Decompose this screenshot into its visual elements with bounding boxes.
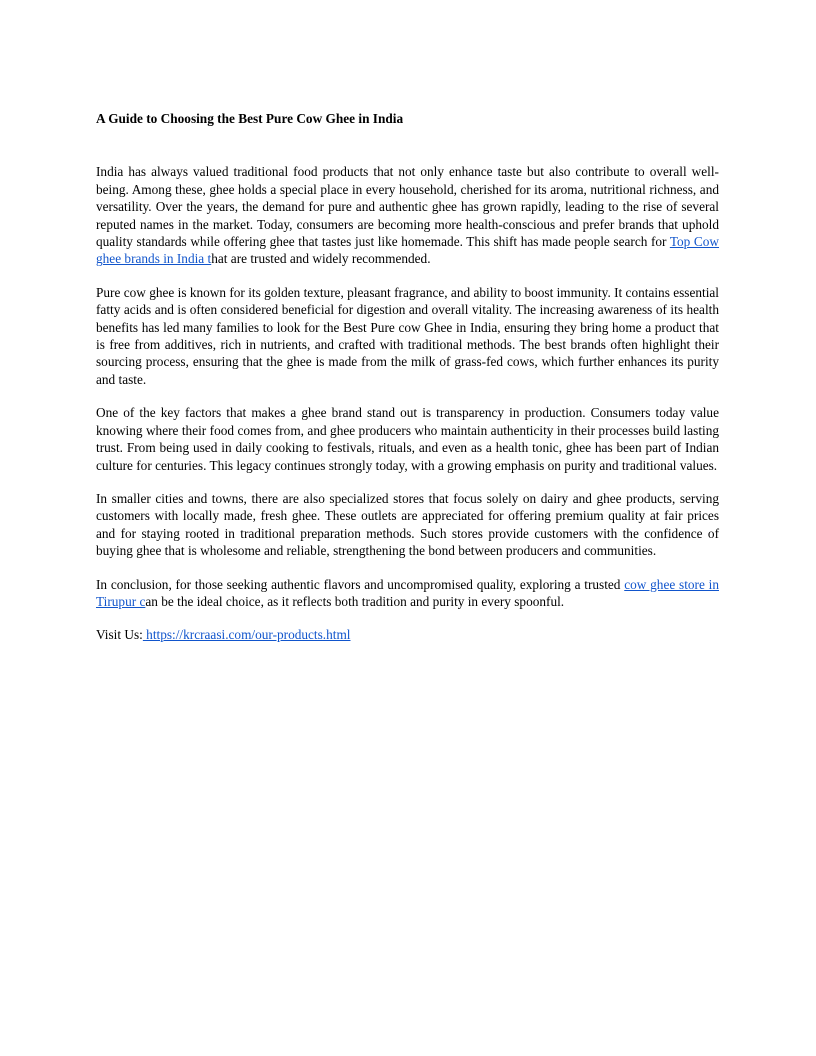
cow-ghee-store-tirupur-link[interactable]: cow ghee store in Tirupur c <box>96 576 719 609</box>
paragraph-intro-tail: hat are trusted and widely recommended. <box>211 251 431 267</box>
paragraph-benefits: Pure cow ghee is known for its golden texture, pleasant fragrance, and ability to boost immunity. It contains essential fatty acids and is often considered beneficial for digestion and overall vitality. The increasing awareness of its health benefits has led many families to look for the Best Pure cow Ghee in India, ensuring they bring home a product that is free from additives, rich in nutrients, and crafted with traditional methods. The best brands often highlight their sourcing process, ensuring that the ghee is made from the milk of grass-fed cows, which further enhances its purity and taste. <box>96 284 719 387</box>
paragraph-conclusion-text: In conclusion, for those seeking authentic flavors and uncompromised quality, exploring a trusted <box>96 576 625 592</box>
visit-us-label: Visit Us: <box>96 627 143 643</box>
paragraph-local-stores: In smaller cities and towns, there are also specialized stores that focus solely on dairy and ghee products, serving customers with locally made, fresh ghee. These outlets are appreciated for offering premium quality at fair prices and for staying rooted in traditional preparation methods. Such stores provide customers with the confidence of buying ghee that is wholesome and reliable, strengthening the bond between producers and communities. <box>96 490 719 559</box>
top-cow-ghee-brands-link[interactable]: Top Cow ghee brands in India t <box>96 234 720 267</box>
paragraph-conclusion-tail: an be the ideal choice, as it reflects both tradition and purity in every spoonful. <box>145 593 565 609</box>
website-link[interactable]: https://krcraasi.com/our-products.html <box>142 627 351 643</box>
paragraph-conclusion <box>96 576 719 611</box>
paragraph-intro-text: India has always valued traditional food products that not only enhance taste but also contribute to overall well-being. Among these, ghee holds a special place in every household, cherished for its aroma, nutritional richness, and versatility. Over the years, the demand for pure and authentic ghee has grown rapidly, leading to the rise of several reputed names in the market. Today, consumers are becoming more health-conscious and prefer brands that uphold quality standards while offering ghee that tastes just like homemade. This shift has made people search for <box>96 164 719 250</box>
document-title: A Guide to Choosing the Best Pure Cow Ghee in India <box>96 111 404 126</box>
visit-us-line <box>96 626 719 643</box>
paragraph-transparency: One of the key factors that makes a ghee brand stand out is transparency in production. Consumers today value knowing where their food comes from, and ghee producers who maintain authenticity in their processes build lasting trust. From being used in daily cooking to festivals, rituals, and even as a health tonic, ghee has been part of Indian culture for centuries. This legacy continues strongly today, with a growing emphasis on purity and traditional values. <box>96 405 719 473</box>
document-page <box>96 110 719 660</box>
paragraph-intro <box>96 163 719 267</box>
